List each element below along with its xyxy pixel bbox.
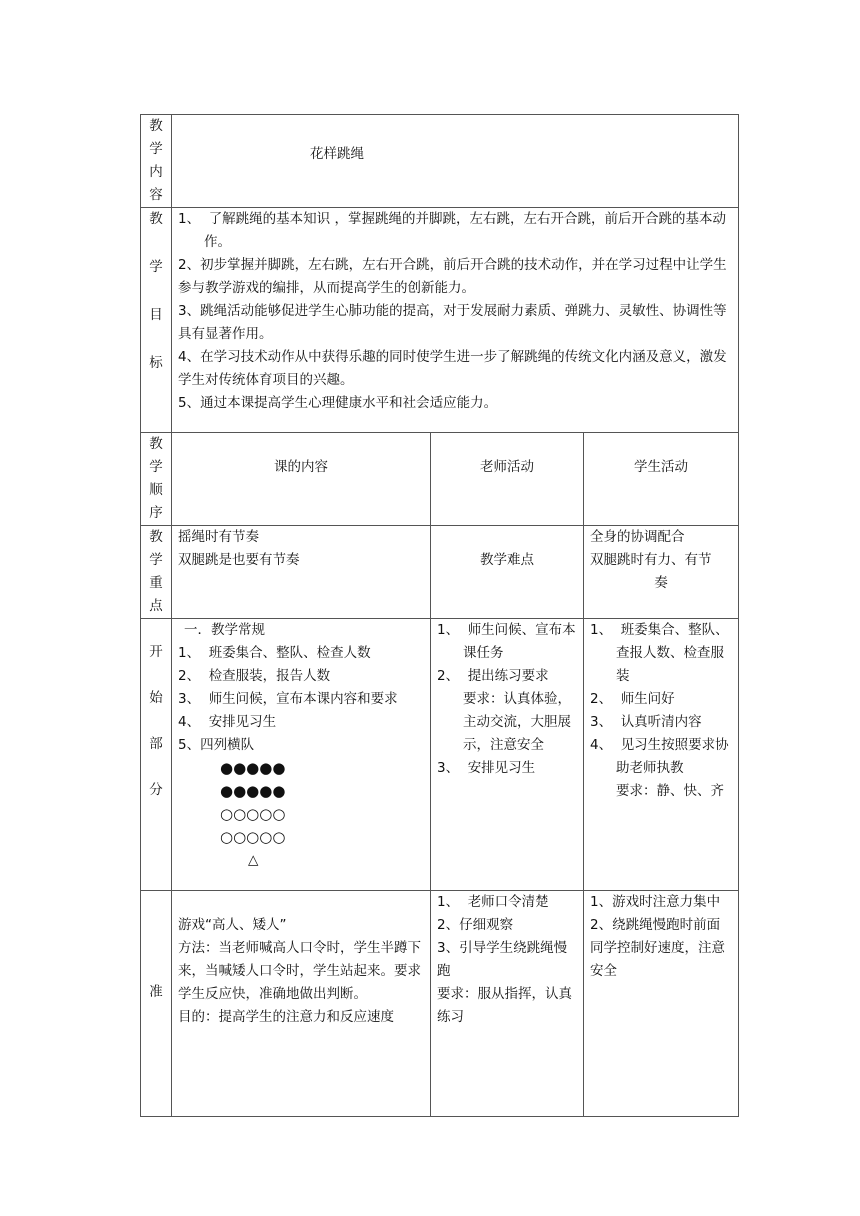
routine-item: 1、 班委集合、整队、检查人数 [178,645,371,661]
game-method: 方法：当老师喊高人口令时，学生半蹲下来，当喊矮人口令时，学生站起来。要求学生反应快，准确地做出判断。 [178,940,421,1002]
game-title: 游戏“高人、矮人” [178,917,287,933]
routine-item: 2、 检查服装，报告人数 [178,668,331,684]
label-opening-section: 开 始 部 分 [141,619,172,891]
label-preparation-section: 准 [141,891,172,1117]
game-purpose: 目的：提高学生的注意力和反应速度 [178,1009,394,1025]
lesson-title-cell [172,115,739,208]
goal-item-2: 2、初步掌握并脚跳，左右跳，左右开合跳，前后开合跳的技术动作，并在学习过程中让学生参与教学游戏的编排，从而提高学生的创新能力。 [178,257,727,296]
teacher-position-icon: △ [248,852,259,868]
lesson-plan-table [140,114,739,1117]
teaching-difficulty: 教学难点 [431,526,584,619]
opening-teacher-activity: 1、 师生问候、宣布本课任务 2、 提出练习要求 要求：认真体验，主动交流，大胆展示，注意安全 3、 安排见习生 [431,619,584,891]
key-points-student: 全身的协调配合 双腿跳时有力、有节 奏 [584,526,739,619]
label-key-points: 教 学 重 点 [141,526,172,619]
prep-lesson-content [172,891,431,1117]
row-teaching-order [141,433,739,526]
label-teaching-order: 教 学 顺 序 [141,433,172,526]
formation-title: 5、四列横队 [178,737,255,753]
prep-student-activity: 1、游戏时注意力集中 2、绕跳绳慢跑时前面同学控制好速度，注意安全 [584,891,739,1117]
header-teacher-activity: 老师活动 [431,433,584,526]
goal-item-4: 4、在学习技术动作从中获得乐趣的同时使学生进一步了解跳绳的传统文化内涵及意义，激发学生对传统体育项目的兴趣。 [178,349,727,388]
label-teaching-content: 教 学 内 容 [141,115,172,208]
key-points-content: 摇绳时有节奏 双腿跳是也要有节奏 [172,526,431,619]
row-key-points [141,526,739,619]
goals-cell [172,208,739,433]
header-lesson-content: 课的内容 [172,433,431,526]
goal-item-3: 3、跳绳活动能够促进学生心肺功能的提高，对于发展耐力素质、弹跳力、灵敏性、协调性等具有显著作用。 [178,303,727,342]
goal-item-1: 1、 了解跳绳的基本知识 ，掌握跳绳的并脚跳，左右跳，左右开合跳，前后开合跳的基本动作。 [178,211,726,250]
opening-student-activity: 1、 班委集合、整队、查报人数、检查服装 2、 师生问好 3、 认真听清内容 4、 见习生按照要求协助老师执教 要求：静、快、齐 [584,619,739,891]
goals-list [172,208,738,415]
routine-item: 4、 安排见习生 [178,714,277,730]
goal-item-5: 5、通过本课提高学生心理健康水平和社会适应能力。 [178,395,498,411]
formation-row-1: ●●●●● [220,759,286,777]
prep-teacher-activity: 1、 老师口令清楚 2、仔细观察 3、引导学生绕跳绳慢跑 要求：服从指挥，认真练习 [431,891,584,1117]
row-preparation-section [141,891,739,1117]
formation-row-3: ○○○○○ [220,805,286,823]
header-student-activity: 学生活动 [584,433,739,526]
formation-row-4: ○○○○○ [220,828,286,846]
lesson-title: 花样跳绳 [310,146,364,162]
opening-lesson-content: 一．教学常规 1、 班委集合、整队、检查人数 2、 检查服装，报告人数 3、 师生问候，宣布本课内容和要求 4、 安排见习生 5、四列横队 ●●●●● ●●●●● ○○○○○ ○○○○○ △ [172,619,431,891]
formation-row-2: ●●●●● [220,782,286,800]
row-teaching-goals [141,208,739,433]
row-opening-section [141,619,739,891]
label-teaching-goals: 教 学 目 标 [141,208,172,433]
row-teaching-content [141,115,739,208]
routine-item: 3、 师生问候，宣布本课内容和要求 [178,691,398,707]
